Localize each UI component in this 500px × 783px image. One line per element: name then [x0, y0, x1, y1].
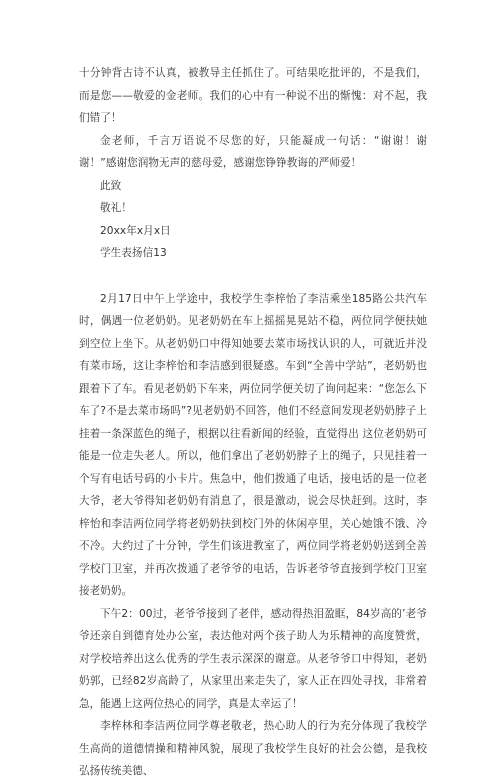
letter1-closing-line-1: 此致 — [100, 179, 122, 192]
letter2-paragraph-2: 下午2：00过，老爷爷接到了老伴，感动得热泪盈眶，84岁高的’老爷爷还亲自到德育处办公室，表达他对两个孩子助人为乐精神的高度赞赏，对学校培养出这么优秀的学生表示深深的谢意。从老爷爷口中得知，老奶奶郭，已经82岁高龄了，从家里出来走失了，家人正在四处寻找，非常着急，能遇上这两位热心的同学，真是太幸运了！ — [79, 607, 427, 710]
document-body — [79, 62, 427, 783]
letter1-paragraph-1: 十分钟背古诗不认真，被教导主任抓住了。可结果吃批评的，不是我们，而是您——敬爱的金老师。我们的心中有一种说不出的惭愧：对不起，我们错了！ — [79, 67, 427, 124]
letter2-title: 学生表扬信13 — [100, 247, 167, 259]
letter1-paragraph-2: 金老师，千言万语说不尽您的好，只能凝成一句话：“谢谢！谢谢！”感谢您润物无声的慈母爱，感谢您铮铮教诲的严师爱！ — [79, 134, 427, 169]
letter1-closing-line-2: 敬礼！ — [100, 202, 132, 214]
letter2-paragraph-3: 李梓林和李洁两位同学尊老敬老，热心助人的行为充分体现了我校学生高尚的道德情操和精神风貌，展现了我校学生良好的社会公德，是我校弘扬传统美德、 — [79, 720, 427, 777]
letter1-date: 20xx年x月x日 — [100, 224, 171, 237]
letter2-paragraph-1: 2月17日中午上学途中，我校学生李梓怡了李洁乘坐185路公共汽车时，偶遇一位老奶奶。见老奶奶在车上摇摇晃晃站不稳，两位同学便扶她到空位上坐下。从老奶奶口中得知她要去菜市场找认识的人，可就近并没有菜市场，这让李梓怡和李洁感到很疑惑。车到“全善中学站”，老奶奶也跟着下了车。看见老奶奶下车来，两位同学便关切了询问起来：“您怎么下车了?不是去菜市场吗”?见老奶奶不回答，他们不经意间发现老奶奶脖子上挂着一条深蓝色的绳子，根据以往看新闻的经验，直觉得出 这位老奶奶可能是一位走失老人。所以，他们拿出了老奶奶脖子上的绳子，只见挂着一个写有电话号码的小卡片。焦急中，他们拨通了电话，接电话的是一位老大爷，老大爷得知老奶奶有消息了，很是激动，说会尽快赶到。这时，李梓怡和李洁两位同学将老奶奶扶到校门外的休闲亭里，关心她饿不饿、冷不冷。大约过了十分钟，学生们该进教室了，两位同学将老奶奶送到全善学校门卫室，并再次拨通了老爷爷的电话，告诉老爷爷直接到学校门卫室接老奶奶。 — [79, 292, 427, 597]
